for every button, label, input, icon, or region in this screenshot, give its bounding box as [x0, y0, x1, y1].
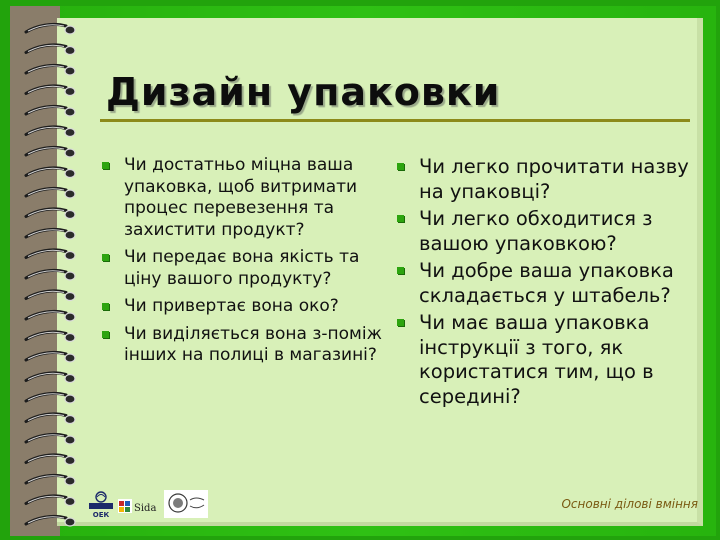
- spiral-hole: [65, 334, 75, 342]
- spiral-hole: [65, 272, 75, 280]
- list-item-text: Чи привертає вона око?: [124, 296, 339, 316]
- list-item-text: Чи достатньо міцна ваша упаковка, щоб витримати процес перевезення та захистити продукт?: [124, 155, 358, 240]
- spiral-hole: [65, 149, 75, 157]
- list-item: [100, 155, 390, 241]
- list-item-text: Чи має ваша упаковка інструкції з того, як користатися тим, що в середині?: [419, 311, 654, 408]
- left-bullet-list: [100, 155, 390, 373]
- spiral-hole: [65, 88, 75, 96]
- list-item: [395, 259, 700, 308]
- spiral-hole: [65, 477, 75, 485]
- list-item-text: Чи легко прочитати назву на упаковці?: [419, 155, 689, 203]
- spiral-hole: [65, 252, 75, 260]
- list-item: [395, 207, 700, 256]
- title-underline: [100, 119, 690, 122]
- right-bullet-list: [395, 155, 700, 412]
- list-item: [100, 296, 390, 318]
- spiral-hole: [65, 47, 75, 55]
- slide-title: Дизайн упаковки: [106, 70, 501, 114]
- spiral-hole: [65, 313, 75, 321]
- list-item-text: Чи добре ваша упаковка складається у штабель?: [419, 259, 674, 307]
- bullet-square-icon: [102, 162, 109, 169]
- spiral-hole: [65, 129, 75, 137]
- bullet-square-icon: [397, 319, 404, 326]
- logo-sida-text: Sida: [134, 503, 157, 514]
- spiral-hole: [65, 518, 75, 526]
- bullet-square-icon: [397, 163, 404, 170]
- spiral-hole: [65, 67, 75, 75]
- logo-emblem-icon: [164, 490, 208, 518]
- spiral-hole: [65, 26, 75, 34]
- list-item: [100, 247, 390, 290]
- spiral-hole: [65, 108, 75, 116]
- bullet-square-icon: [102, 254, 109, 261]
- spiral-hole: [65, 375, 75, 383]
- bullet-square-icon: [397, 215, 404, 222]
- spiral-hole: [65, 416, 75, 424]
- spiral-hole: [65, 498, 75, 506]
- spiral-hole: [65, 211, 75, 219]
- bullet-square-icon: [102, 303, 109, 310]
- bullet-square-icon: [397, 267, 404, 274]
- footer-caption: Основні ділові вміння: [561, 497, 698, 511]
- list-item: [100, 324, 390, 367]
- logo-oek-icon: [88, 490, 114, 520]
- logo-sida-icon: [118, 496, 162, 516]
- spiral-hole: [65, 190, 75, 198]
- spiral-hole: [65, 293, 75, 301]
- logo-oek-text: ОЕК: [92, 511, 110, 519]
- spiral-hole: [65, 436, 75, 444]
- spiral-hole: [65, 395, 75, 403]
- spiral-binding-icon: [18, 18, 88, 528]
- spiral-hole: [65, 354, 75, 362]
- list-item-text: Чи легко обходитися з вашою упаковкою?: [419, 207, 653, 255]
- spiral-hole: [65, 170, 75, 178]
- list-item: [395, 311, 700, 409]
- list-item-text: Чи передає вона якість та ціну вашого продукту?: [124, 247, 360, 289]
- bullet-square-icon: [102, 331, 109, 338]
- spiral-hole: [65, 457, 75, 465]
- list-item-text: Чи виділяється вона з-поміж інших на полиці в магазині?: [124, 323, 382, 365]
- list-item: [395, 155, 700, 204]
- spiral-hole: [65, 231, 75, 239]
